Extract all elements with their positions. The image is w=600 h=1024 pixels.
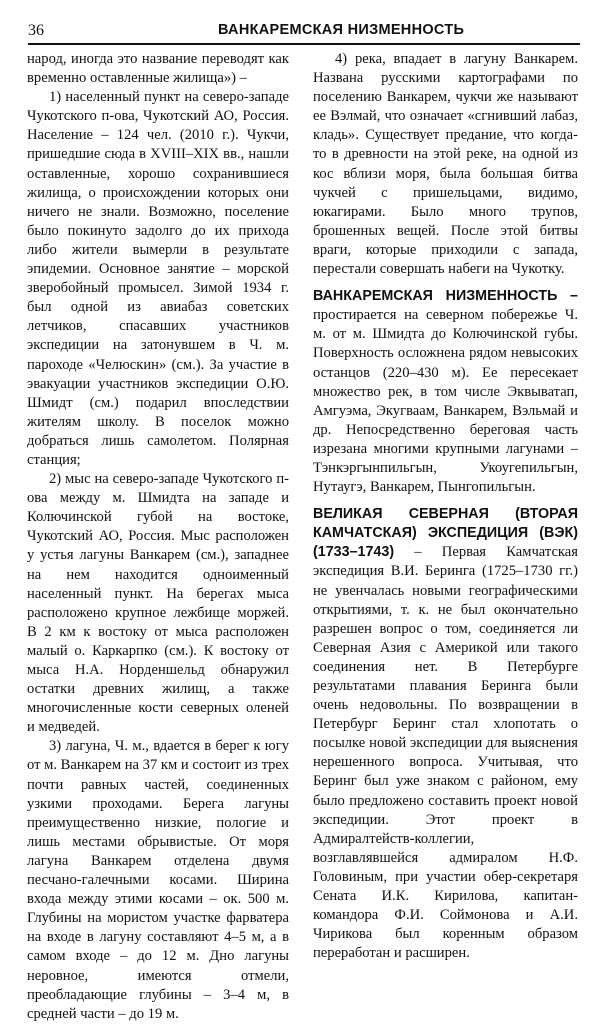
header-rule — [28, 43, 580, 45]
sense-3-lagoon: 3) лагуна, Ч. м., вдается в берег к югу от м. Ванкарем на 37 км и состоит из трех почти равных частей, соединенных узкими проходами. Берега лагуны преимущественно низкие, пологие и лишь местами обрывистые. От моря лагуна Ванкарем отделена двумя песчано-галечными косами. Ширина входа между этими косами – ок. 500 м. Глубины на мористом участке фарватера на входе в лагуну составляют 4–5 м, а в самом входе – до 12 м. Дно лагуны неровное, имеются отмели, преобладающие глубины – 3–4 м, в средней части – до 19 м. — [27, 738, 289, 1022]
entry-heading: ВЕЛИКАЯ СЕВЕРНАЯ (ВТОРАЯ КАМЧАТСКАЯ) ЭКСПЕДИЦИЯ (ВЭК) (1733–1743) — [313, 506, 578, 561]
page-header — [28, 14, 580, 44]
left-column — [27, 50, 289, 1024]
continuation-paragraph: народ, иногда это название переводят как временно оставленные жилища») – — [27, 51, 289, 87]
running-title: ВАНКАРЕМСКАЯ НИЗМЕННОСТЬ — [218, 22, 465, 38]
entry-vankarem-lowland — [313, 287, 578, 497]
entry-body: простирается на северном побережье Ч. м. от м. Шмидта до Колючинской губы. Поверхность осложнена рядом невысоких останцов (220–430 м). Ее пересекает множество рек, в том числе Эквыватап, Амгуэма, Экугваам, Ванкарем, Вэльмай и др. Непосредственно береговая часть изрезана многими крупными лагунами – Тэнкэргынпильгын, Укоугепильгын, Нутаугэ, Ванкарем, Пынгопильгын. — [313, 307, 578, 496]
entry-great-northern-expedition — [313, 505, 578, 963]
entry-body: – Первая Камчатская экспедиция В.И. Беринга (1725–1730 гг.) не увенчалась новыми географическими открытиями, т. к. не был окончательно разрешен вопрос о том, соединяется ли Северная Азия с Америкой или такого соединения нет. В Петербурге результатами плавания Беринга были очень недовольны. По возвращении в Петербург Беринг стал хлопотать о посылке новой экспедиции для выяснения нерешенного вопроса. Учитывая, что Беринг был уже знаком с районом, ему было предложено составить проект новой экспедиции. Этот проект в Адмиралтейств-коллегии, возглавлявшейся адмиралом Н.Ф. Головиным, при участии обер-секретаря Сената И.К. Кирилова, капитан-командора Ф.И. Соймонова и А.И. Чирикова был коренным образом переработан и расширен. — [313, 544, 578, 962]
sense-2-cape: 2) мыс на северо-западе Чукотского п-ова между м. Шмидта на западе и Колючинской губой на востоке, Чукотский АО, Россия. Мыс расположен у устья лагуны Ванкарем (см.), западнее на нем находится одноименный населенный пункт. На берегах мыса расположено крупное лежбище моржей. В 2 км к востоку от мыса расположен малый о. Каркарпко (см.). К востоку от мыса Н.А. Норденшельд обнаружил остатки древних жилищ, а также многочисленные кости северных оленей и медведей. — [27, 471, 289, 736]
page-number: 36 — [28, 22, 44, 39]
entry-heading: ВАНКАРЕМСКАЯ НИЗМЕННОСТЬ – — [313, 288, 578, 305]
sense-4-river: 4) река, впадает в лагуну Ванкарем. Названа русскими картографами по поселению Ванкарем, чукчи же называют ее Вэлмай, что означает «сгнивший лабаз, кладь». Существует предание, что когда-то в древности на этой реке, на одной из кос вблизи моря, была большая битва чукчей с пришельцами, видимо, юкагирами. Было много трупов, брошенных вещей. После этой битвы враги, которые приходили с запада, перестали совершать набеги на Чукотку. — [313, 51, 578, 278]
sense-1-settlement: 1) населенный пункт на северо-западе Чукотского п-ова, Чукотский АО, Россия. Население – 124 чел. (2010 г.). Чукчи, пришедшие сюда в XVIII–XIX вв., нашли оставленные, хорошо сохранившиеся жилища, о происхождении которых они ничего не знали. Возможно, поселение было покинуто задолго до их прихода либо жители вымерли в результате эпидемии. Основное занятие – морской зверобойный промысел. Зимой 1934 г. был одной из авиабаз советских летчиков, спасавших участников экспедиции на затонувшем в Ч. м. пароходе «Челюскин» (см.). За участие в эвакуации участников экспедиции О.Ю. Шмидт (см.) подарил впоследствии жителям школу. В поселок можно добраться лишь самолетом. Полярная станция; — [27, 89, 289, 468]
right-column — [313, 50, 578, 963]
